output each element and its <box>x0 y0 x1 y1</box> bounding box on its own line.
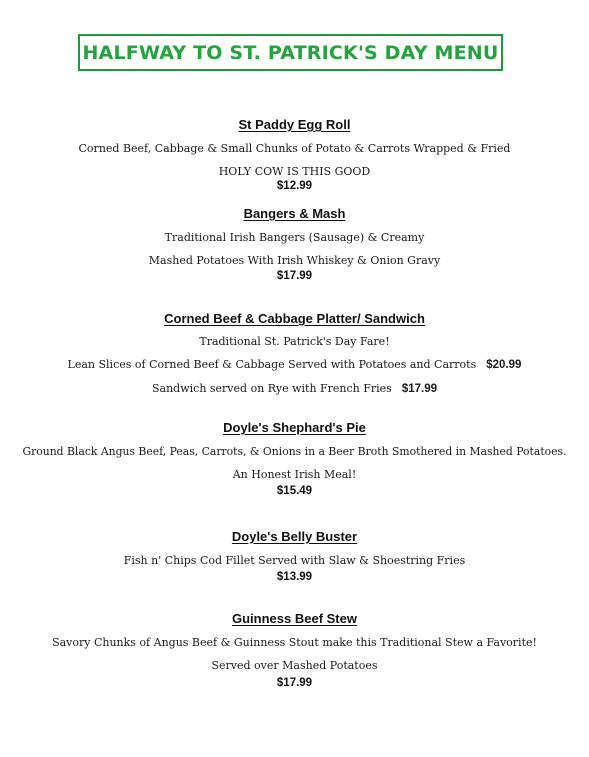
menu-item-egg-roll <box>0 117 589 132</box>
item-price-block <box>0 270 589 282</box>
item-description-line: Served over Mashed Potatoes <box>211 659 378 672</box>
item-price-block <box>0 571 589 583</box>
item-description-line: Mashed Potatoes With Irish Whiskey & Onion Gravy <box>148 254 441 267</box>
menu-item-shephards-pie <box>0 420 589 435</box>
menu-title: HALFWAY TO ST. PATRICK'S DAY MENU <box>82 41 499 64</box>
item-description-line: Fish n' Chips Cod Fillet Served with Slaw & Shoestring Fries <box>123 554 466 567</box>
item-description-line: Traditional Irish Bangers (Sausage) & Creamy <box>164 231 425 244</box>
item-price: $17.99 <box>276 677 313 689</box>
item-price: $13.99 <box>276 571 313 583</box>
item-price: $17.99 <box>276 270 313 282</box>
item-description-line: An Honest Irish Meal! <box>232 468 357 481</box>
item-name: Guinness Beef Stew <box>232 611 357 626</box>
item-desc-block <box>0 330 589 401</box>
menu-item-guinness-stew <box>0 611 589 626</box>
menu-title-box <box>78 34 503 71</box>
item-description-line: Savory Chunks of Angus Beef & Guinness Stout make this Traditional Stew a Favorite! <box>52 636 537 649</box>
item-name: Corned Beef & Cabbage Platter/ Sandwich <box>164 311 425 326</box>
item-desc-block <box>0 226 589 272</box>
item-description-line: HOLY COW IS THIS GOOD <box>218 165 371 178</box>
item-desc-block <box>0 549 589 572</box>
item-name: Doyle's Belly Buster <box>231 529 358 544</box>
item-description-line: Corned Beef, Cabbage & Small Chunks of Potato & Carrots Wrapped & Fried <box>78 142 511 155</box>
item-description-line <box>0 377 589 401</box>
menu-item-corned-beef <box>0 311 589 326</box>
menu-item-bangers-mash <box>0 206 589 221</box>
item-description-line: Traditional St. Patrick's Day Fare! <box>199 335 390 348</box>
item-price: $12.99 <box>276 180 313 192</box>
menu-item-belly-buster <box>0 529 589 544</box>
platter-description: Lean Slices of Corned Beef & Cabbage Served with Potatoes and Carrots <box>67 358 477 371</box>
item-description-line: Ground Black Angus Beef, Peas, Carrots, & Onions in a Beer Broth Smothered in Mashed Potatoes. <box>22 445 567 458</box>
item-name: St Paddy Egg Roll <box>238 117 351 132</box>
item-name: Doyle's Shephard's Pie <box>223 420 366 435</box>
item-price-block <box>0 180 589 192</box>
item-desc-block <box>0 631 589 677</box>
item-name: Bangers & Mash <box>243 206 346 221</box>
item-desc-block <box>0 137 589 183</box>
sandwich-price: $17.99 <box>401 383 437 395</box>
item-price-block <box>0 485 589 497</box>
platter-price: $20.99 <box>486 359 522 371</box>
sandwich-description: Sandwich served on Rye with French Fries <box>152 382 392 395</box>
item-desc-block <box>0 440 589 486</box>
item-description-line <box>0 353 589 377</box>
item-price: $15.49 <box>276 485 313 497</box>
item-price-block <box>0 677 589 689</box>
